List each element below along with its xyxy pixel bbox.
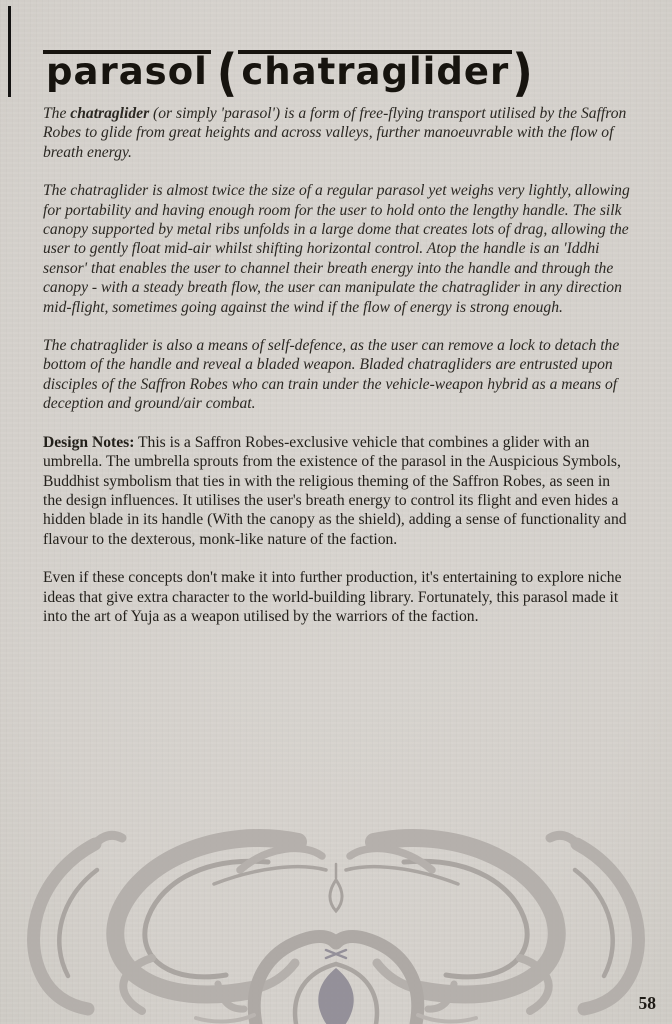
title-paren-open: ( [216, 42, 239, 103]
title-word-chatraglider: chatraglider [238, 50, 512, 89]
paragraph-intro [43, 104, 632, 162]
design-notes-label: Design Notes: [43, 433, 135, 451]
paragraph-self-defence: The chatraglider is also a means of self-defence, as the user can remove a lock to detach the bottom of the handle and reveal a bladed weapon. Bladed chatragliders are entrusted upon disciples of the Saffron Robes who can train under the vehicle-weapon hybrid as a means of deception and ground/air combat. [43, 337, 620, 413]
page-title [43, 42, 632, 103]
paragraph-intro-prefix: The [43, 105, 71, 122]
paragraph-intro-bold-term: chatraglider [70, 105, 150, 122]
paragraph-design-notes [43, 433, 632, 549]
title-paren-close: ) [512, 42, 534, 103]
design-notes-text: This is a Saffron Robes-exclusive vehicle that combines a glider with an umbrella. The umbrella sprouts from the existence of the parasol in the Auspicious Symbols, Buddhist symbolism that ties in with the religious theming of the Saffron Robes, as seen in the design influences. It utilises the user's breath energy to control its flight and even hides a hidden blade in its handle (With the canopy as the shield), adding a sense of functionality and flavour to the dexterous, monk-like nature of the faction. [43, 433, 627, 548]
paragraph-intro-rest: (or simply 'parasol') is a form of free-flying transport utilised by the Saffron Robes to glide from great heights and across valleys, further manoeuvrable with the flow of breath energy. [43, 105, 627, 161]
brush-swirl-ornament [0, 812, 672, 1024]
page-number: 58 [638, 993, 656, 1013]
page-content [43, 42, 632, 645]
paragraph-closing: Even if these concepts don't make it into further production, it's entertaining to explore niche ideas that give extra character to the world-building library. Fortunately, this parasol made it into the art of Yuja as a weapon utilised by the warriors of the faction. [43, 569, 622, 625]
page-edge-tick [8, 6, 11, 97]
title-word-parasol: parasol [43, 50, 211, 89]
paragraph-description: The chatraglider is almost twice the size of a regular parasol yet weighs very lightly, allowing for portability and having enough room for the user to hold onto the lengthy handle. The silk canopy supported by metal ribs unfolds in a large dome that creates lots of drag, allowing the user to gently float mid-air whilst shifting horizontal control. Atop the handle is an 'Iddhi sensor' that enables the user to channel their breath energy into the handle and through the canopy - with a steady breath flow, the user can manipulate the chatraglider in any direction mid-flight, sometimes going against the wind if the flow of energy is strong enough. [43, 182, 630, 316]
